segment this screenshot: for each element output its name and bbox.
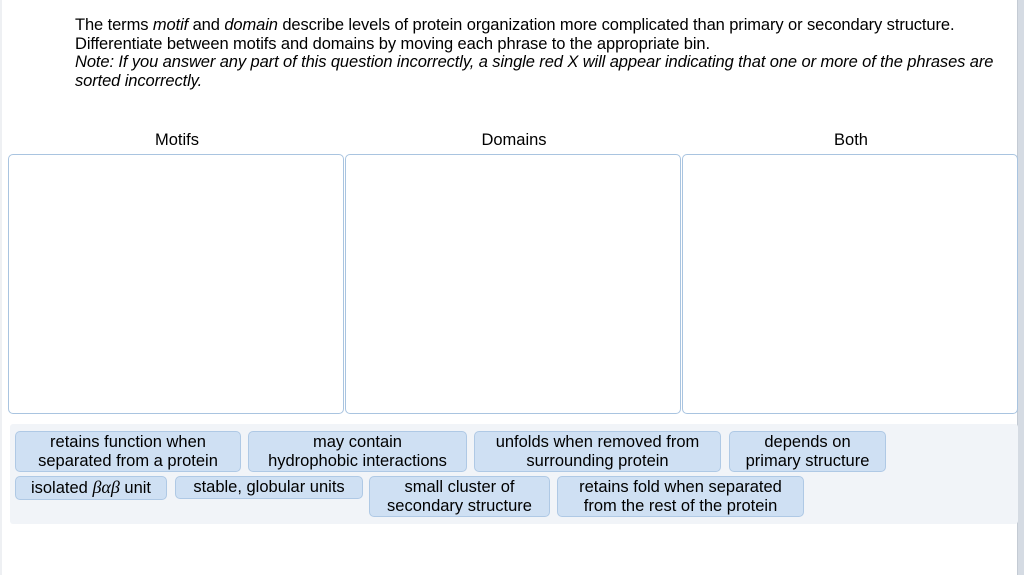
bin-motifs[interactable] [8, 154, 344, 414]
bin-both[interactable] [682, 154, 1018, 414]
chip-retains-function[interactable]: retains function when separated from a protein [15, 431, 241, 472]
chip-small-cluster[interactable]: small cluster of secondary structure [369, 476, 550, 517]
bin-title-domains: Domains [481, 131, 547, 149]
chip-isolated-bab-unit[interactable]: isolated βαβ unit [15, 476, 167, 500]
bin-title-both: Both [834, 131, 868, 149]
chip-depends-on-primary[interactable]: depends on primary structure [729, 431, 886, 472]
chip-retains-fold[interactable]: retains fold when separated from the rest of the protein [557, 476, 804, 517]
greek-bab: βαβ [92, 477, 120, 497]
term-motif: motif [152, 16, 189, 34]
question-instructions [75, 16, 995, 90]
bin-domains[interactable] [345, 154, 681, 414]
bin-title-motifs: Motifs [154, 131, 199, 149]
term-domain: domain [224, 16, 278, 34]
left-border [0, 0, 2, 575]
question-note: Note: If you answer any part of this question incorrectly, a single red X will appear indicating that one or more of the phrases are sorted incorrectly. [75, 53, 994, 90]
scrollbar-track[interactable] [1017, 0, 1024, 575]
chip-hydrophobic-interactions[interactable]: may contain hydrophobic interactions [248, 431, 467, 472]
chip-stable-globular[interactable]: stable, globular units [175, 476, 363, 499]
question-text: The terms motif and domain describe levels of protein organization more complicated than primary or secondary structure. Differentiate between motifs and domains by moving each phrase to the appropriate bin. [75, 16, 955, 53]
chip-unfolds-when-removed[interactable]: unfolds when removed from surrounding protein [474, 431, 721, 472]
